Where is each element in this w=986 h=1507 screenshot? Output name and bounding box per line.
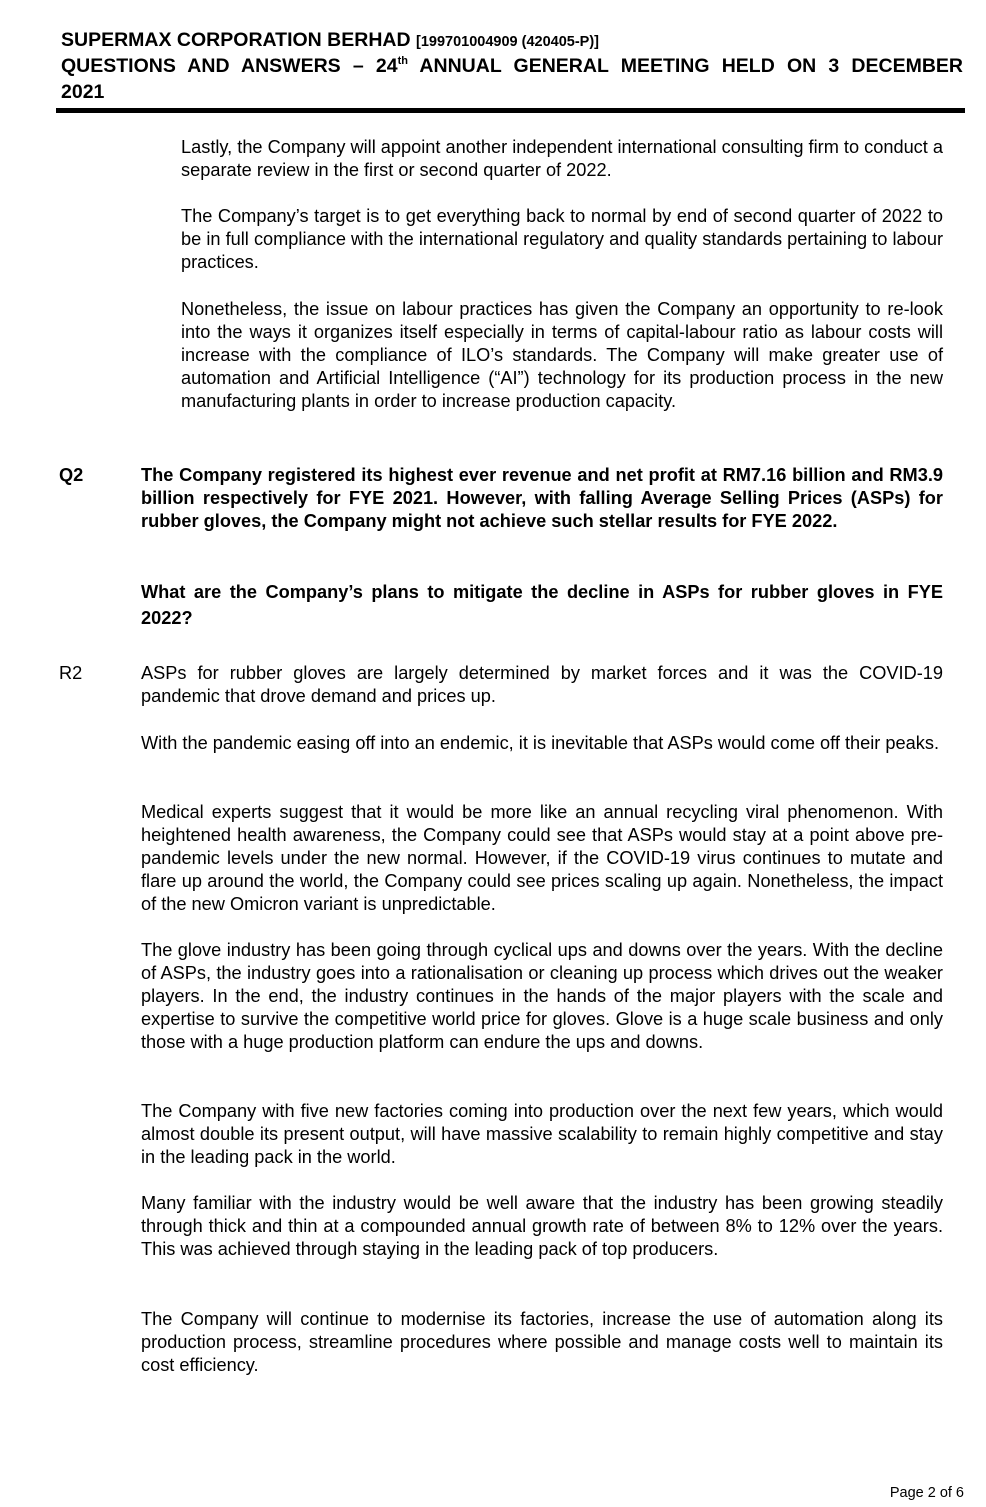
company-registration: [199701004909 (420405-P)] [416,34,599,50]
header-rule [56,108,965,113]
continuation-paragraph: Lastly, the Company will appoint another independent international consulting firm to conduct a separate review in the first or second quarter of 2022. [181,137,943,181]
header-title-year: 2021 [61,81,105,103]
response-label: R2 [59,663,83,683]
question-label: Q2 [59,465,84,485]
company-name: SUPERMAX CORPORATION BERHAD [61,29,411,51]
question-paragraph: The Company registered its highest ever revenue and net profit at RM7.16 billion and RM3.9 billion respectively for FYE 2021. However, with falling Average Selling Prices (ASPs) for rubber gloves, the Company might not achieve such stellar results for FYE 2022. [141,465,943,532]
title-part-1: QUESTIONS AND ANSWERS – 24 [61,55,398,77]
continuation-paragraph: Nonetheless, the issue on labour practices has given the Company an opportunity to re-look into the ways it organizes itself especially in terms of capital-labour ratio as labour costs will increase with the compliance of ILO’s standards. The Company will make greater use of automation and Artificial Intelligence (“AI”) technology for its production process in the new manufacturing plants in order to increase production capacity. [181,299,943,412]
question-paragraph: What are the Company’s plans to mitigate the decline in ASPs for rubber gloves in FYE 2022? [141,582,943,628]
continuation-paragraph: The Company’s target is to get everything back to normal by end of second quarter of 2022 to be in full compliance with the international regulatory and quality standards pertaining to labour practices. [181,206,943,273]
response-paragraph: With the pandemic easing off into an endemic, it is inevitable that ASPs would come off their peaks. [141,733,940,753]
page-number: Page 2 of 6 [889,1485,964,1501]
response-paragraph: Medical experts suggest that it would be more like an annual recycling viral phenomenon. With heightened health awareness, the Company could see that ASPs would stay at a point above pre-pandemic levels under the new normal. However, if the COVID-19 virus continues to mutate and flare up around the world, the Company could see prices scaling up again. Nonetheless, the impact of the new Omicron variant is unpredictable. [141,802,943,915]
title-part-2: ANNUAL GENERAL MEETING HELD ON 3 DECEMBER [407,55,964,77]
response-paragraph: Many familiar with the industry would be well aware that the industry has been growing steadily through thick and thin at a compounded annual growth rate of between 8% to 12% over the years. This was achieved through staying in the leading pack of top producers. [141,1193,943,1260]
title-superscript: th [397,55,408,67]
response-paragraph: ASPs for rubber gloves are largely determined by market forces and it was the COVID-19 pandemic that drove demand and prices up. [141,663,943,707]
response-paragraph: The Company with five new factories coming into production over the next few years, which would almost double its present output, will have massive scalability to remain highly competitive and stay in the leading pack in the world. [141,1101,943,1168]
header-title-line [61,53,963,79]
response-paragraph: The Company will continue to modernise its factories, increase the use of automation along its production process, streamline procedures where possible and manage costs well to maintain its cost efficiency. [141,1309,943,1376]
response-paragraph: The glove industry has been going through cyclical ups and downs over the years. With the decline of ASPs, the industry goes into a rationalisation or cleaning up process which drives out the weaker players. In the end, the industry continues in the hands of the major players with the scale and expertise to survive the competitive world price for gloves. Glove is a huge scale business and only those with a huge production platform can endure the ups and downs. [141,940,943,1053]
header-company-line [61,27,963,55]
